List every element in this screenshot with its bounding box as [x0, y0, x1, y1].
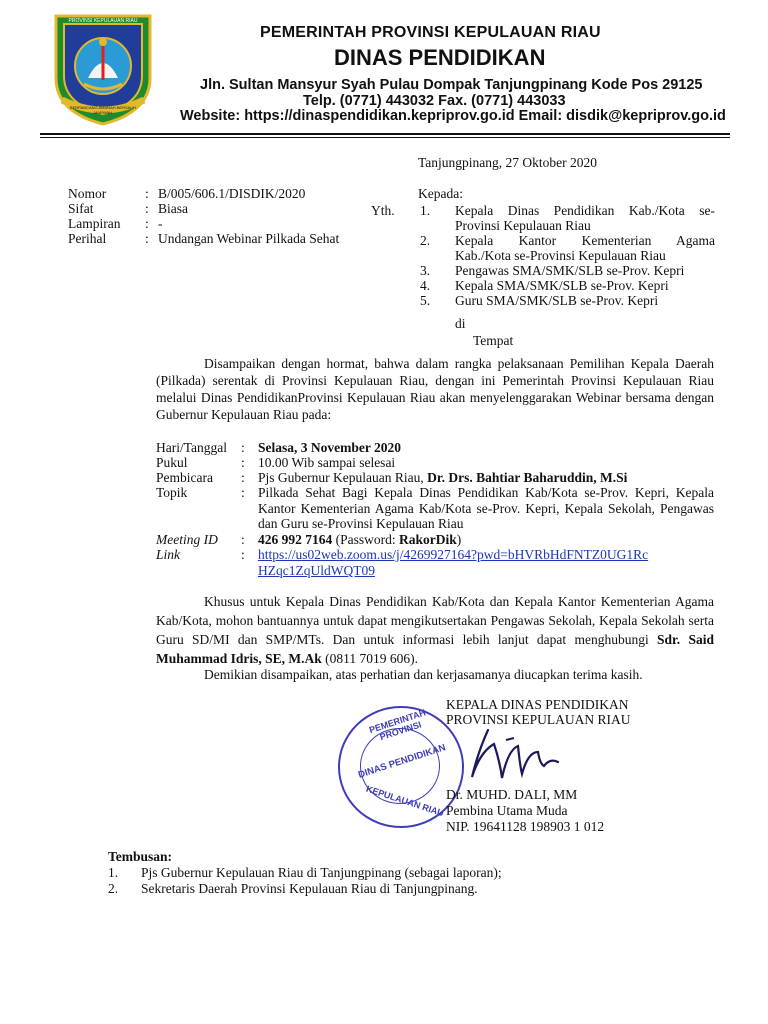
meta-colon: :	[145, 231, 149, 246]
meta-label: Perihal	[68, 231, 107, 246]
address-line: Jln. Sultan Mansyur Syah Pulau Dompak Tanjungpinang Kode Pos 29125	[200, 77, 703, 93]
meta-value: B/005/606.1/DISDIK/2020	[158, 186, 306, 201]
cc-number: 2.	[108, 881, 119, 896]
cc-heading: Tembusan:	[108, 849, 173, 864]
zoom-link-line2[interactable]: HZqc1ZqUldWQT09	[258, 563, 375, 578]
signatory-name: Dr. MUHD. DALI, MM	[446, 787, 578, 802]
recipient-text-cont: Provinsi Kepulauan Riau	[455, 218, 591, 233]
zoom-link[interactable]	[258, 547, 648, 579]
instruction-text: Khusus untuk Kepala Dinas Pendidikan Kab/Kota dan Kepala Kantor Kementerian Agama Kab/Kota, mohon bantuannya untuk dapat mengikutsertakan Pengawas Sekolah, Kepala Sekolah serta Guru SD/MI dan SMP/MTs. Dan untuk informasi lebih lanjut dapat menghubungi	[156, 594, 714, 647]
list-item	[420, 293, 715, 308]
zoom-link-line1[interactable]: https://us02web.zoom.us/j/4269927164?pwd=bHVRbHdFNTZ0UG1Rc	[258, 547, 649, 562]
letter-meta	[68, 186, 398, 246]
recipient-number: 3.	[420, 263, 431, 278]
meta-colon: :	[145, 201, 149, 216]
contact-phone: (0811 7019 606).	[321, 651, 419, 666]
recipient-text: Guru SMA/SMK/SLB se-Prov. Kepri	[455, 293, 659, 308]
detail-colon: :	[241, 485, 245, 500]
recipients-tempat: Tempat	[473, 333, 514, 348]
speaker-role: Pjs Gubernur Kepulauan Riau,	[258, 470, 428, 485]
meta-value: Biasa	[158, 201, 188, 216]
letterhead-divider	[40, 133, 730, 135]
phone-line: Telp. (0771) 443032 Fax. (0771) 443033	[303, 93, 566, 109]
stamp-center-text: DINAS PENDIDIKAN	[356, 742, 448, 781]
detail-label: Topik	[156, 485, 188, 500]
list-item	[108, 865, 708, 881]
event-speaker	[258, 470, 627, 485]
letter-date: Tanjungpinang, 27 Oktober 2020	[418, 155, 598, 170]
agency-name: PEMERINTAH PROVINSI KEPULAUAN RIAU	[260, 24, 601, 41]
meeting-id: 426 992 7164	[258, 532, 333, 547]
recipient-number: 2.	[420, 233, 431, 248]
meta-row	[68, 231, 398, 246]
detail-colon: :	[241, 470, 245, 485]
detail-row	[156, 455, 716, 470]
event-topic: Pilkada Sehat Bagi Kepala Dinas Pendidikan Kab/Kota se-Prov. Kepri, Kepala Kantor Kementerian Agama Kab/Kota se-Prov. Kepri, Kepala Sekolah, Pengawas dan Guru se-Provinsi Kepulauan Riau	[258, 485, 714, 531]
detail-label: Link	[156, 547, 181, 562]
signatory-rank: Pembina Utama Muda	[446, 803, 568, 818]
detail-row	[156, 547, 716, 579]
logo-bottom-text: BERPANCANG AMANAH BERSAUH MARWAH	[69, 105, 137, 115]
meta-row	[68, 186, 398, 201]
website-line: Website: https://dinaspendidikan.kepriprov.go.id Email: disdik@kepriprov.go.id	[180, 108, 726, 124]
recipients-heading: Kepada:	[418, 186, 463, 201]
recipient-text: Kepala SMA/SMK/SLB se-Prov. Kepri	[455, 278, 669, 293]
detail-colon: :	[241, 547, 245, 562]
recipient-text: Kepala Dinas Pendidikan Kab./Kota se-	[455, 203, 715, 218]
recipient-number: 1.	[420, 203, 431, 218]
detail-label: Hari/Tanggal	[156, 440, 228, 455]
list-item	[420, 278, 715, 293]
meta-colon: :	[145, 216, 149, 231]
detail-row	[156, 470, 716, 485]
meta-label: Nomor	[68, 186, 107, 201]
department-name: DINAS PENDIDIKAN	[334, 45, 546, 70]
detail-colon: :	[241, 455, 245, 470]
recipients-yth: Yth.	[371, 203, 395, 218]
detail-row	[156, 485, 716, 532]
recipient-text: Kepala Kantor Kementerian Agama	[455, 233, 715, 248]
letterhead-divider-thin	[40, 137, 730, 138]
meta-label: Lampiran	[68, 216, 121, 231]
detail-row	[156, 440, 716, 455]
signatory-title-2: PROVINSI KEPULAUAN RIAU	[446, 712, 631, 727]
cc-list	[108, 865, 708, 897]
contact-person: Sdr. Said Muhammad Idris, SE, M.Ak	[156, 632, 714, 666]
detail-colon: :	[241, 532, 245, 547]
stamp-bottom-text: KEPULAUAN RIAU	[364, 783, 446, 819]
signatory-nip: NIP. 19641128 198903 1 012	[446, 819, 605, 834]
cc-number: 1.	[108, 865, 119, 880]
password-prefix: (Password:	[332, 532, 399, 547]
meta-row	[68, 216, 398, 231]
province-logo	[48, 8, 158, 126]
stamp-top-text: PEMERINTAH PROVINSI	[367, 707, 427, 743]
handwritten-signature	[458, 722, 568, 792]
meeting-password: RakorDik	[399, 532, 457, 547]
closing-paragraph: Demikian disampaikan, atas perhatian dan kerjasamanya diucapkan terima kasih.	[204, 667, 643, 682]
detail-label: Pukul	[156, 455, 188, 470]
list-item	[420, 263, 715, 278]
password-suffix: )	[456, 532, 462, 547]
speaker-name: Dr. Drs. Bahtiar Baharuddin, M.Si	[427, 470, 628, 485]
meta-label: Sifat	[68, 201, 94, 216]
event-date: Selasa, 3 November 2020	[258, 440, 401, 455]
recipient-text: Pengawas SMA/SMK/SLB se-Prov. Kepri	[455, 263, 685, 278]
cc-text: Pjs Gubernur Kepulauan Riau di Tanjungpinang (sebagai laporan);	[141, 865, 502, 880]
intro-paragraph: Disampaikan dengan hormat, bahwa dalam rangka pelaksanaan Pemilihan Kepala Daerah (Pilkada) serentak di Provinsi Kepulauan Riau, dengan ini Pemerintah Provinsi Kepulauan Riau melalui Dinas PendidikanProvinsi Kepulauan Riau akan menyelenggarakan Webinar bersama dengan Gubernur Kepulauan Riau pada:	[156, 356, 714, 422]
list-item	[420, 203, 715, 233]
cc-text: Sekretaris Daerah Provinsi Kepulauan Riau di Tanjungpinang.	[141, 881, 478, 896]
signatory-title: KEPALA DINAS PENDIDIKAN	[446, 697, 629, 712]
meta-value: -	[158, 216, 163, 231]
recipient-number: 5.	[420, 293, 431, 308]
meta-value: Undangan Webinar Pilkada Sehat	[158, 231, 340, 246]
recipient-list	[420, 203, 715, 308]
detail-colon: :	[241, 440, 245, 455]
detail-label: Pembicara	[156, 470, 213, 485]
logo-top-text: PROVINSI KEPULAUAN RIAU	[68, 18, 138, 24]
meeting-info	[258, 532, 461, 547]
event-details	[156, 440, 716, 579]
letterhead	[0, 0, 768, 140]
detail-row	[156, 532, 716, 547]
event-time: 10.00 Wib sampai selesai	[258, 455, 396, 470]
list-item	[420, 233, 715, 263]
instruction-paragraph	[156, 592, 714, 668]
list-item	[108, 881, 708, 897]
detail-label: Meeting ID	[156, 532, 218, 547]
recipient-number: 4.	[420, 278, 431, 293]
recipients-di: di	[455, 316, 466, 331]
recipient-text-cont: Kab./Kota se-Provinsi Kepulauan Riau	[455, 248, 666, 263]
meta-colon: :	[145, 186, 149, 201]
meta-row	[68, 201, 398, 216]
